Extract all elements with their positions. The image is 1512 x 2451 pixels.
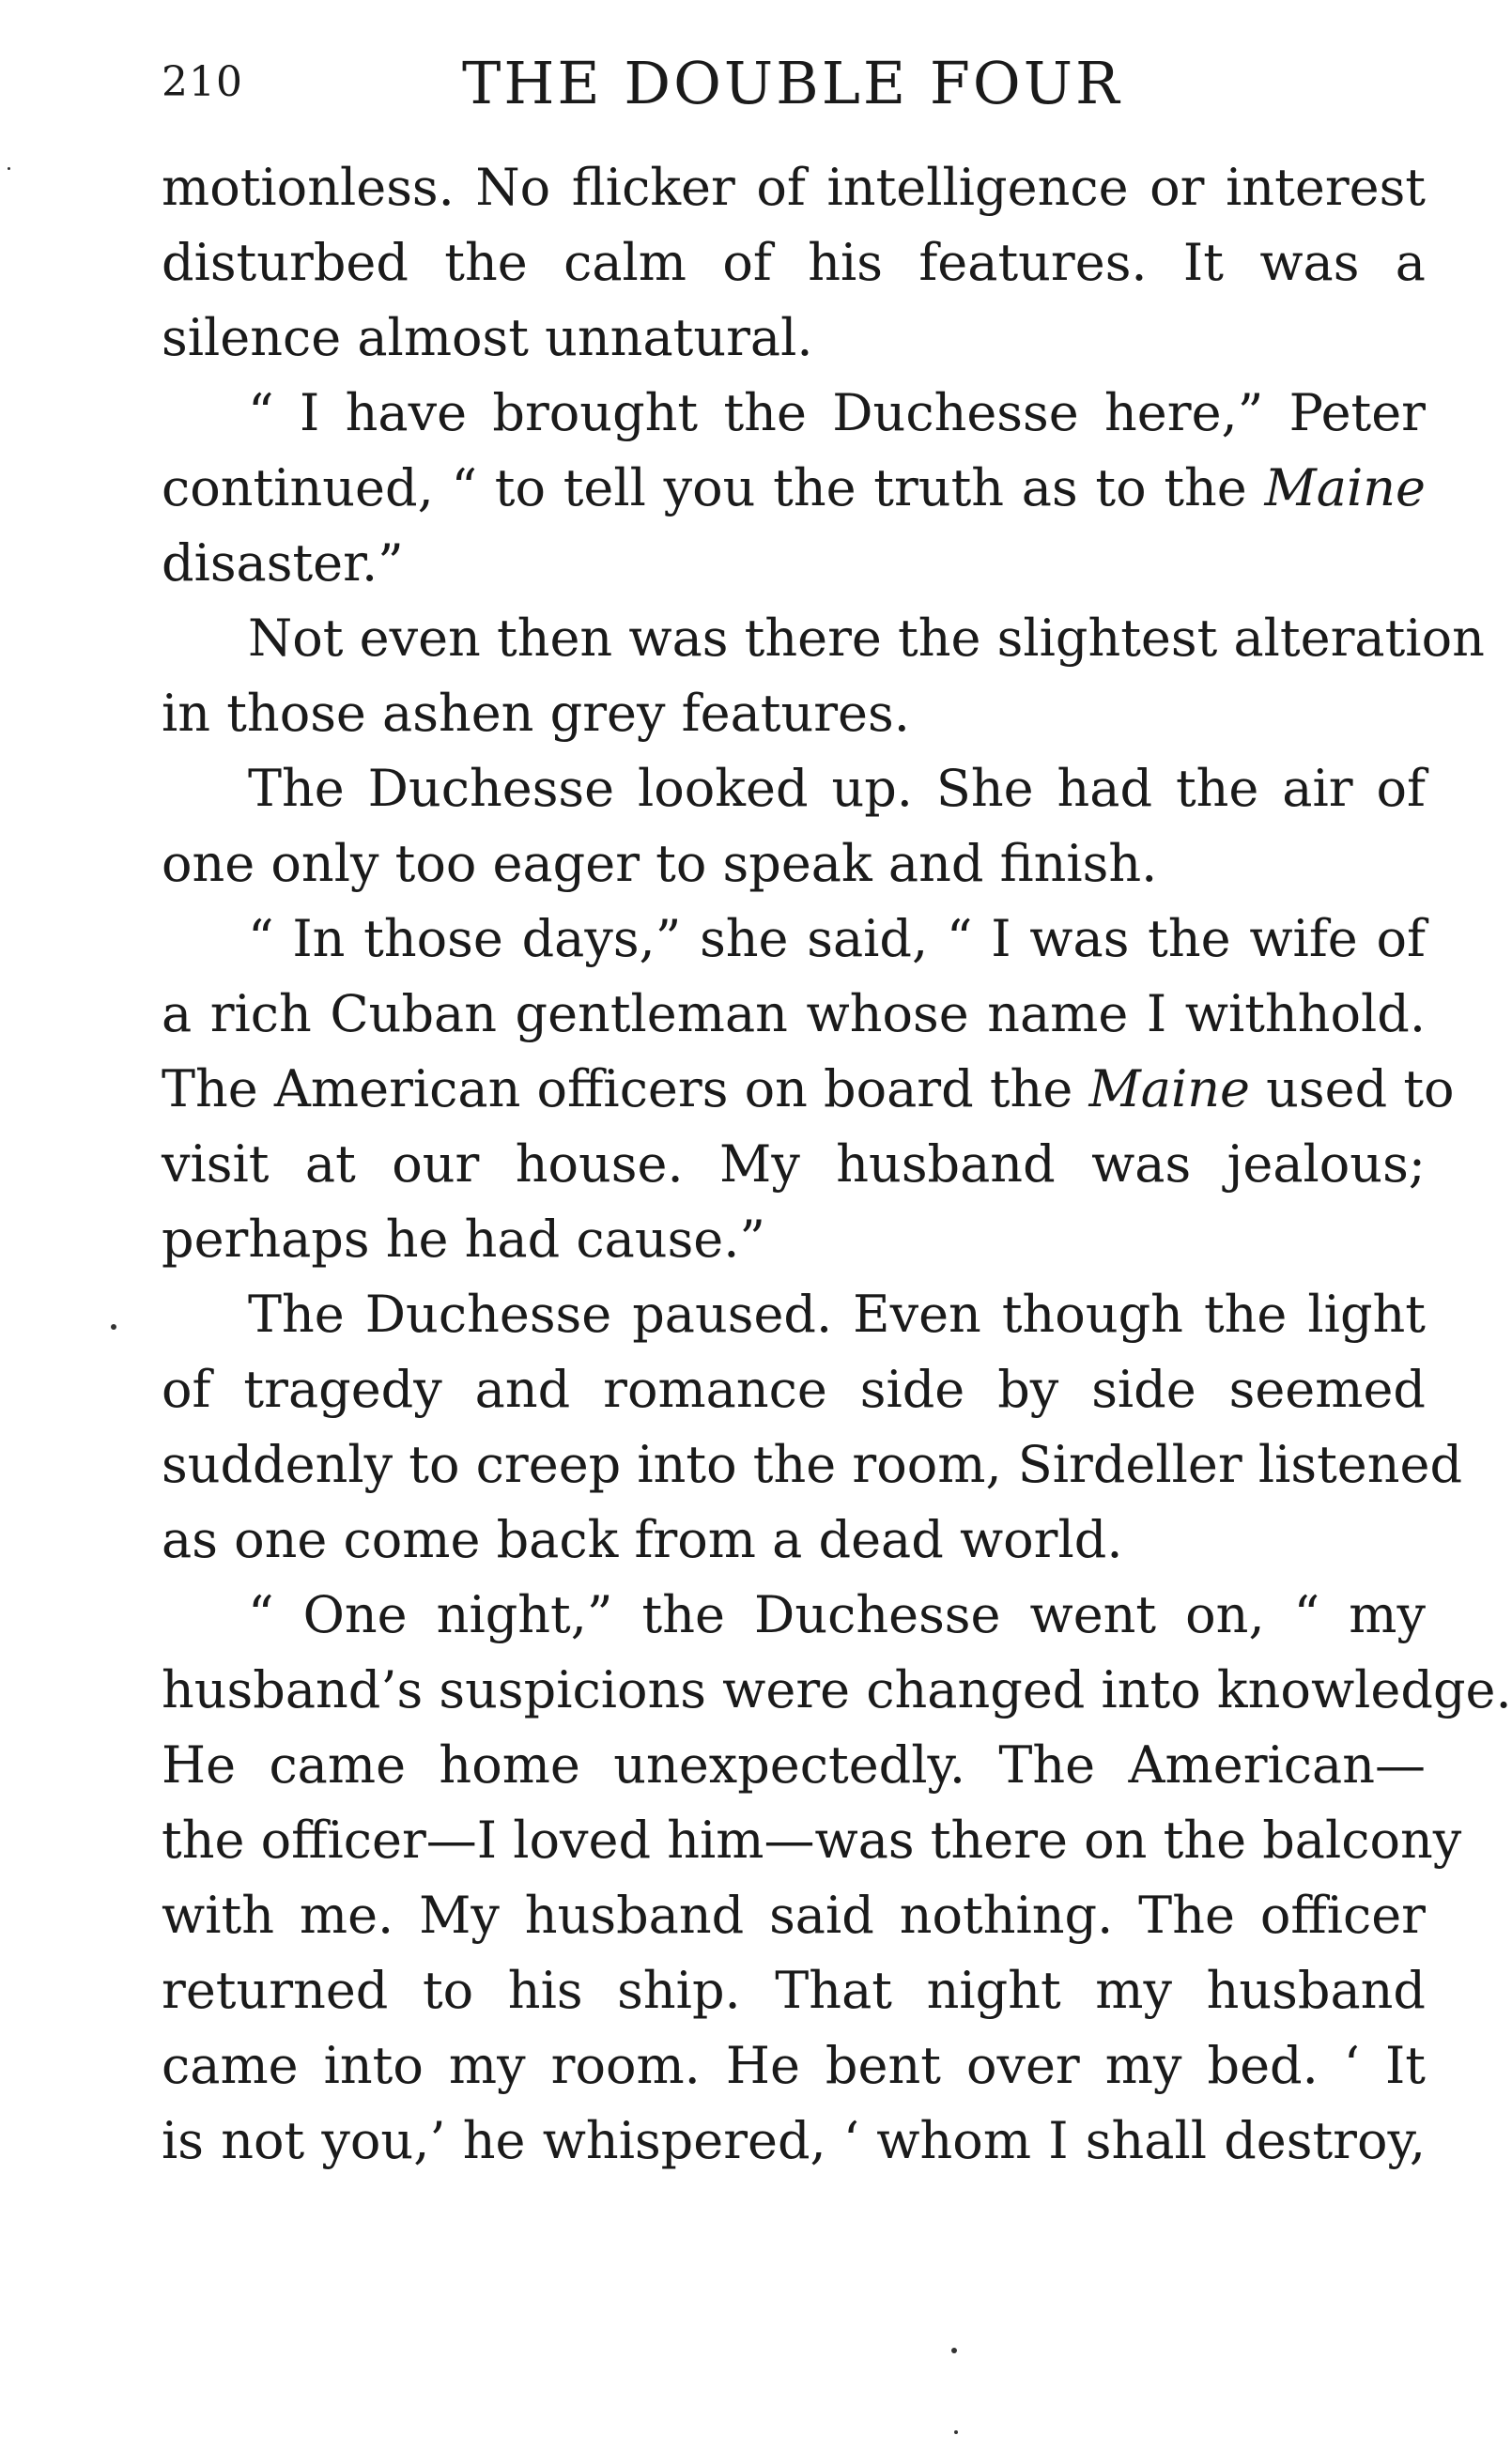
text-line: came into my room. He bent over my bed. ‘ It: [162, 2036, 1426, 2095]
text-line: disaster.”: [162, 533, 404, 593]
text-line: of tragedy and romance side by side seemed: [162, 1360, 1426, 1419]
text-line: a rich Cuban gentleman whose name I withhold.: [162, 984, 1426, 1043]
ship-name-italic: Maine: [1264, 458, 1426, 517]
text-line: motionless. No flicker of intelligence or interest: [162, 158, 1426, 217]
text-line: [162, 451, 1426, 526]
text-line: He came home unexpectedly. The American—: [162, 1735, 1426, 1795]
text-line: Not even then was there the slightest alteration: [248, 609, 1485, 668]
text-line: husband’s suspicions were changed into knowledge.: [162, 1660, 1512, 1719]
text-line: perhaps he had cause.”: [162, 1210, 766, 1269]
text-line: returned to his ship. That night my husband: [162, 1961, 1426, 2020]
text-line: “ In those days,” she said, “ I was the wife of: [248, 909, 1426, 968]
text-line: silence almost unnatural.: [162, 308, 813, 367]
text-line: “ One night,” the Duchesse went on, “ my: [248, 1585, 1426, 1644]
text-line: “ I have brought the Duchesse here,” Peter: [248, 383, 1426, 442]
text-line: The Duchesse paused. Even though the light: [248, 1285, 1426, 1344]
text-segment: continued, “ to tell you the truth as to the: [162, 458, 1247, 517]
text-line: [162, 1052, 1455, 1127]
text-line: The Duchesse looked up. She had the air of: [248, 759, 1426, 818]
text-line: the officer—I loved him—was there on the balcony: [162, 1811, 1462, 1870]
text-segment: used to: [1266, 1059, 1455, 1118]
page-header: [162, 49, 1426, 124]
text-line: suddenly to creep into the room, Sirdeller listened: [162, 1435, 1463, 1494]
scan-speck: [8, 167, 10, 170]
scan-speck: [111, 1324, 116, 1330]
text-line: disturbed the calm of his features. It was a: [162, 233, 1426, 292]
scan-speck: [954, 2430, 958, 2434]
text-line: with me. My husband said nothing. The officer: [162, 1886, 1426, 1945]
text-line: one only too eager to speak and finish.: [162, 834, 1158, 893]
text-line: in those ashen grey features.: [162, 684, 910, 743]
text-line: is not you,’ he whispered, ‘ whom I shall destroy,: [162, 2111, 1426, 2170]
ship-name-italic: Maine: [1088, 1059, 1250, 1118]
page-number: 210: [162, 58, 243, 106]
body-text: [162, 150, 1512, 2179]
scan-speck: [951, 2348, 957, 2353]
text-line: visit at our house. My husband was jealous;: [162, 1134, 1426, 1194]
text-segment: The American officers on board the: [162, 1059, 1073, 1118]
running-head: THE DOUBLE FOUR: [462, 49, 1122, 117]
text-line: as one come back from a dead world.: [162, 1510, 1123, 1569]
